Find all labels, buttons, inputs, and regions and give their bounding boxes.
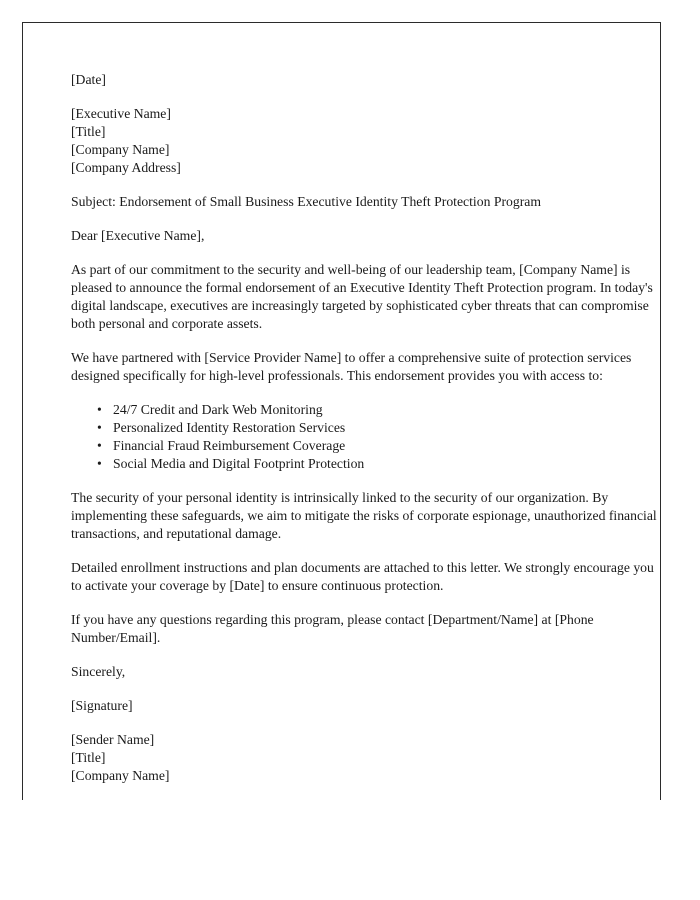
sender-name: [Sender Name] [71,732,155,747]
closing-salutation: Sincerely, [71,664,126,679]
body-paragraph-4: Detailed enrollment instructions and plan documents are attached to this letter. We strongly encourage you to activate your coverage by [Date] to ensure continuous protection. [71,560,654,593]
letter-page [22,22,661,800]
bullet-icon: • [97,420,102,435]
list-item [97,455,657,473]
body-paragraph-5: If you have any questions regarding this program, please contact [Department/Name] at [Phone Number/Email]. [71,612,594,645]
recipient-address-block [71,105,657,177]
recipient-name: [Executive Name] [71,106,171,121]
recipient-address: [Company Address] [71,160,181,175]
signature-placeholder: [Signature] [71,698,133,713]
list-item [97,437,657,455]
body-paragraph-1: As part of our commitment to the security and well-being of our leadership team, [Company Name] is pleased to announce the formal endorsement of an Executive Identity Theft Protection program. In today's digital landscape, executives are increasingly targeted by sophisticated cyber threats that can compromise both personal and corporate assets. [71,262,653,331]
list-item-label: Financial Fraud Reimbursement Coverage [113,438,346,453]
recipient-title: [Title] [71,124,106,139]
sender-block [71,731,657,785]
sender-company: [Company Name] [71,768,170,783]
benefits-list [71,401,657,473]
date-block [71,71,657,89]
list-item-label: Personalized Identity Restoration Services [113,420,346,435]
body-paragraph-2: We have partnered with [Service Provider Name] to offer a comprehensive suite of protection services designed specifically for high-level professionals. This endorsement provides you with access to: [71,350,632,383]
bullet-icon: • [97,438,102,453]
salutation: Dear [Executive Name], [71,228,205,243]
recipient-company: [Company Name] [71,142,170,157]
list-item-label: Social Media and Digital Footprint Protection [113,456,365,471]
date-placeholder: [Date] [71,72,106,87]
bullet-icon: • [97,402,102,417]
list-item [97,401,657,419]
bullet-icon: • [97,456,102,471]
sender-title: [Title] [71,750,106,765]
list-item-label: 24/7 Credit and Dark Web Monitoring [113,402,323,417]
list-item [97,419,657,437]
subject-line: Subject: Endorsement of Small Business Executive Identity Theft Protection Program [71,194,541,209]
letter-content [71,71,657,785]
body-paragraph-3: The security of your personal identity is intrinsically linked to the security of our organization. By implementing these safeguards, we aim to mitigate the risks of corporate espionage, unauthorized financial transactions, and reputational damage. [71,490,657,541]
